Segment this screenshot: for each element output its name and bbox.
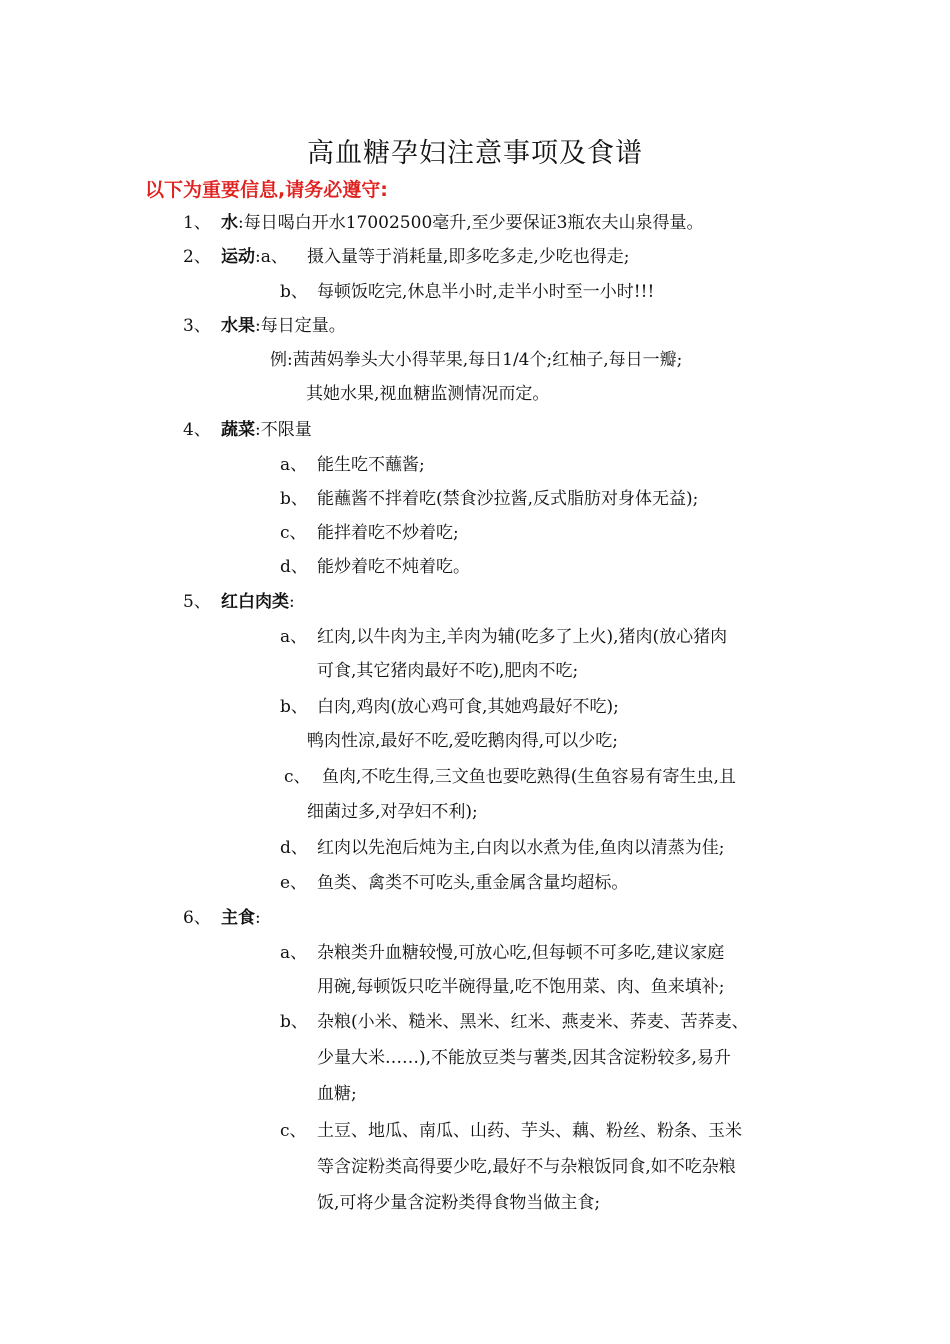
section-2-line [221, 245, 288, 269]
section-6-line [221, 906, 261, 930]
section-4-a-text: 能生吃不蘸酱; [317, 455, 425, 475]
section-6-colon: : [255, 908, 261, 928]
section-4-c-text: 能拌着吃不炒着吃; [317, 523, 459, 543]
section-2-key: 运动 [221, 247, 255, 267]
section-6-c-mark: c、 [280, 1121, 307, 1141]
section-6-a-line-1: 杂粮类升血糖较慢,可放心吃,但每顿不可多吃,建议家庭 [317, 943, 725, 963]
section-4-line [221, 418, 312, 442]
section-5-e-mark: e、 [280, 873, 308, 893]
section-6-a-mark: a、 [280, 943, 308, 963]
section-6-c-line-2: 等含淀粉类高得要少吃,最好不与杂粮饭同食,如不吃杂粮 [317, 1157, 736, 1177]
section-5-b-line-2: 鸭肉性凉,最好不吃,爱吃鹅肉得,可以少吃; [307, 731, 618, 751]
section-6-c-line-3: 饭,可将少量含淀粉类得食物当做主食; [317, 1193, 601, 1213]
section-2-number: 2、 [183, 247, 211, 267]
section-6-b-line-2: 少量大米……),不能放豆类与薯类,因其含淀粉较多,易升 [317, 1048, 731, 1068]
section-2-a-text: 摄入量等于消耗量,即多吃多走,少吃也得走; [307, 247, 630, 267]
section-6-number: 6、 [183, 908, 211, 928]
section-5-b-line-1: 白肉,鸡肉(放心鸡可食,其她鸡最好不吃); [317, 697, 619, 717]
section-4-a-mark: a、 [280, 455, 308, 475]
section-2-b-mark: b、 [280, 282, 308, 302]
section-1-key: 水 [221, 213, 238, 233]
section-5-e-text: 鱼类、禽类不可吃头,重金属含量均超标。 [317, 873, 629, 893]
section-5-c-mark: c、 [284, 767, 311, 787]
section-6-b-mark: b、 [280, 1012, 308, 1032]
page-title: 高血糖孕妇注意事项及食谱 [307, 138, 643, 169]
section-6-key: 主食 [221, 908, 255, 928]
section-4-key: 蔬菜 [221, 420, 255, 440]
section-5-a-mark: a、 [280, 627, 308, 647]
section-6-b-line-3: 血糖; [317, 1084, 357, 1104]
important-notice: 以下为重要信息,请务必遵守: [145, 179, 388, 201]
section-5-d-text: 红肉以先泡后炖为主,白肉以水煮为佳,鱼肉以清蒸为佳; [317, 838, 725, 858]
section-3-line [221, 314, 346, 338]
section-5-a-line-1: 红肉,以牛肉为主,羊肉为辅(吃多了上火),猪肉(放心猪肉 [317, 627, 728, 647]
section-6-a-line-2: 用碗,每顿饭只吃半碗得量,吃不饱用菜、肉、鱼来填补; [317, 977, 725, 997]
section-4-number: 4、 [183, 420, 211, 440]
section-4-d-text: 能炒着吃不炖着吃。 [317, 557, 470, 577]
section-1-line [221, 211, 703, 235]
section-6-b-line-1: 杂粮(小米、糙米、黑米、红米、燕麦米、荞麦、苦荞麦、 [317, 1012, 749, 1032]
section-3-key: 水果 [221, 316, 255, 336]
section-3-number: 3、 [183, 316, 211, 336]
section-6-c-line-1: 土豆、地瓜、南瓜、山药、芋头、藕、粉丝、粉条、玉米 [317, 1121, 742, 1141]
section-3-text: :每日定量。 [255, 316, 346, 336]
section-4-c-mark: c、 [280, 523, 307, 543]
section-5-line [221, 590, 295, 614]
section-3-example-2: 其她水果,视血糖监测情况而定。 [306, 384, 550, 404]
section-5-key: 红白肉类 [221, 592, 289, 612]
section-5-a-line-2: 可食,其它猪肉最好不吃),肥肉不吃; [317, 661, 579, 681]
section-5-b-mark: b、 [280, 697, 308, 717]
section-1-number: 1、 [183, 213, 211, 233]
section-4-text: :不限量 [255, 420, 312, 440]
section-4-b-mark: b、 [280, 489, 308, 509]
section-5-colon: : [289, 592, 295, 612]
section-3-example-1: 例:茜茜妈拳头大小得苹果,每日1/4个;红柚子,每日一瓣; [270, 350, 683, 370]
section-4-b-text: 能蘸酱不拌着吃(禁食沙拉酱,反式脂肪对身体无益); [317, 489, 699, 509]
section-5-c-line-2: 细菌过多,对孕妇不利); [307, 802, 478, 822]
section-1-text: :每日喝白开水17002500毫升,至少要保证3瓶农夫山泉得量。 [238, 213, 704, 233]
section-2-a-mark: :a、 [255, 247, 288, 267]
section-2-b-text: 每顿饭吃完,休息半小时,走半小时至一小时!!! [317, 282, 655, 302]
section-5-d-mark: d、 [280, 838, 308, 858]
section-5-c-line-1: 鱼肉,不吃生得,三文鱼也要吃熟得(生鱼容易有寄生虫,且 [322, 767, 736, 787]
section-5-number: 5、 [183, 592, 211, 612]
section-4-d-mark: d、 [280, 557, 308, 577]
